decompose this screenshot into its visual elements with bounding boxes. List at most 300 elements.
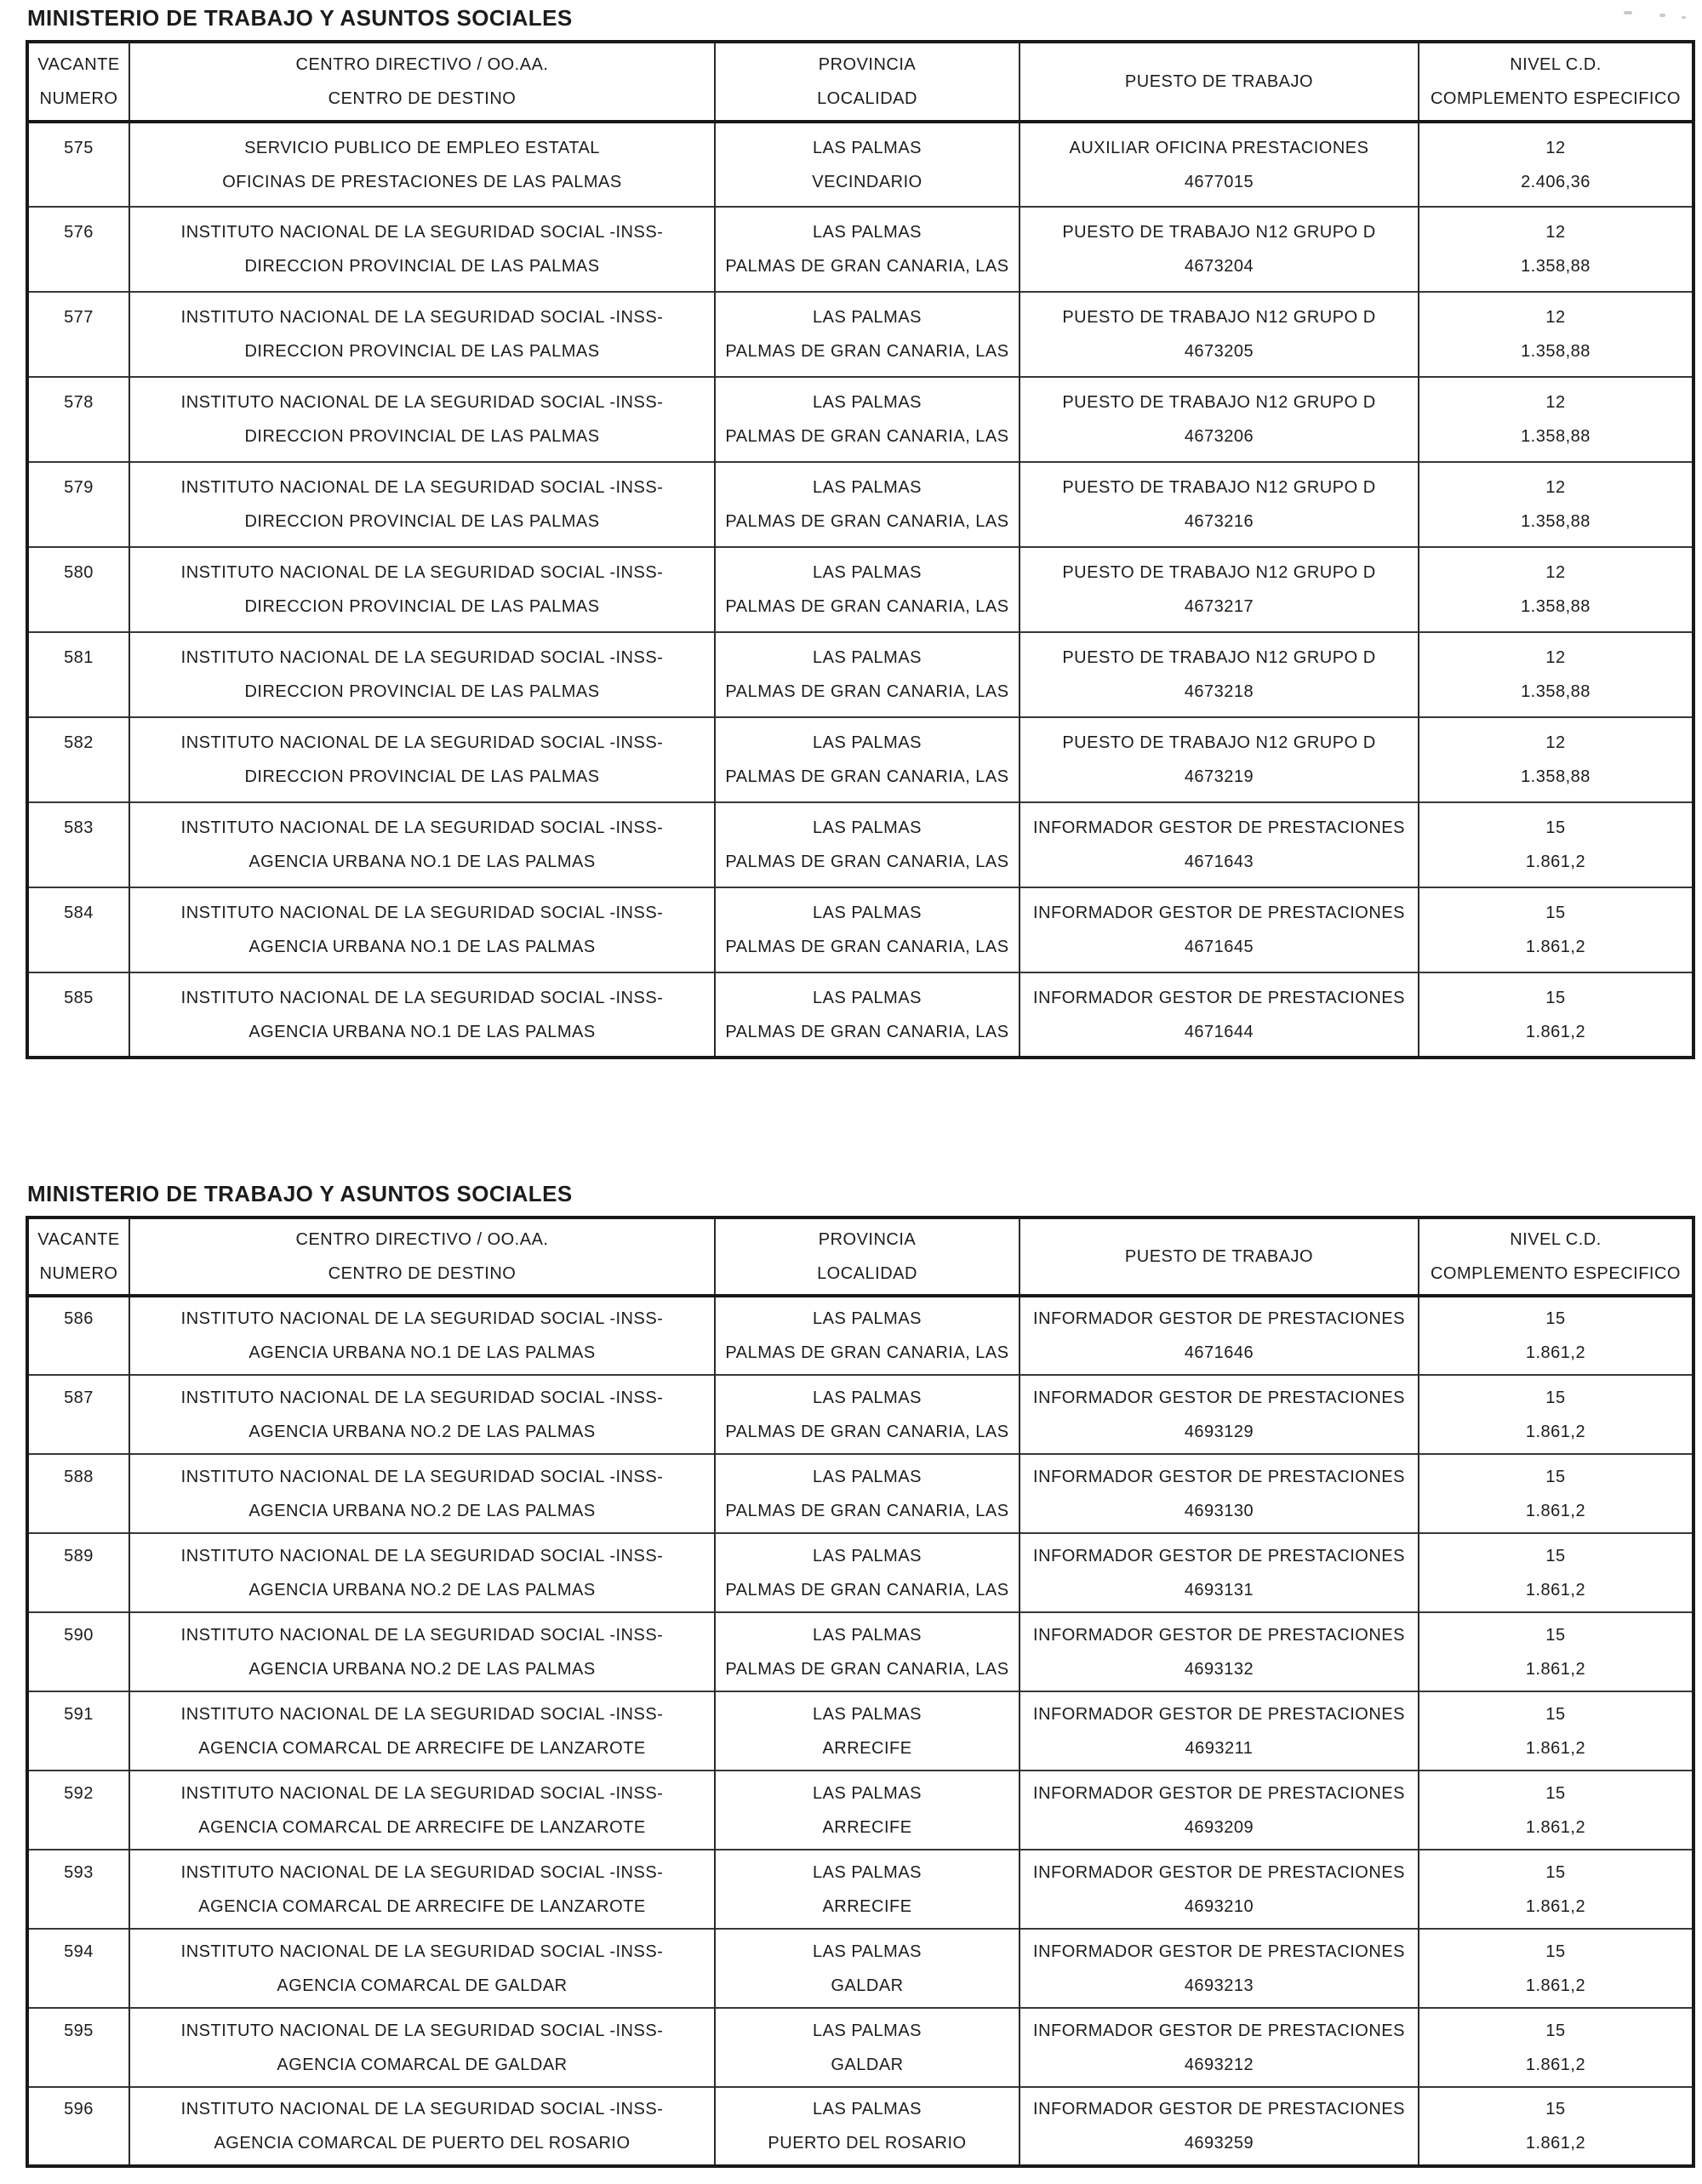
cell-line-2: 4693210: [1184, 1896, 1254, 1916]
cell-line-1: INSTITUTO NACIONAL DE LA SEGURIDAD SOCIAL -INSS-: [180, 1467, 664, 1486]
cell-line-2: 1.861,2: [1525, 2055, 1586, 2074]
vacante-number-cell: [27, 2087, 129, 2166]
cell-line-2: AGENCIA COMARCAL DE ARRECIFE DE LANZAROTE: [198, 1896, 646, 1916]
cell-line-1: LAS PALMAS: [812, 223, 922, 242]
header-line: VACANTE: [37, 1230, 120, 1249]
col-header-centro-directivo: [129, 42, 715, 122]
provincia-localidad-cell: [715, 207, 1019, 292]
header-line: PUESTO DE TRABAJO: [1124, 1247, 1314, 1266]
cell-line-1: INFORMADOR GESTOR DE PRESTACIONES: [1033, 2100, 1405, 2118]
cell-line-1: LAS PALMAS: [812, 138, 922, 157]
cell-line-2: AGENCIA URBANA NO.2 DE LAS PALMAS: [248, 1501, 596, 1520]
header-line: NIVEL C.D.: [1510, 1230, 1602, 1249]
cell-line-1: 577: [64, 308, 94, 327]
col-header-nivel-complemento: [1419, 1217, 1693, 1296]
cell-line-1: PUESTO DE TRABAJO N12 GRUPO D: [1062, 478, 1376, 497]
cell-line-1: INSTITUTO NACIONAL DE LA SEGURIDAD SOCIAL -INSS-: [180, 1388, 664, 1407]
col-header-centro-directivo: [129, 1217, 715, 1296]
cell-line-1: INSTITUTO NACIONAL DE LA SEGURIDAD SOCIAL -INSS-: [180, 1309, 664, 1328]
puesto-trabajo-cell: [1019, 1771, 1419, 1850]
header-line: CENTRO DE DESTINO: [328, 89, 517, 108]
puesto-trabajo-cell: [1019, 1612, 1419, 1691]
cell-line-1: INSTITUTO NACIONAL DE LA SEGURIDAD SOCIAL -INSS-: [180, 648, 664, 667]
cell-line-1: 15: [1545, 1704, 1566, 1724]
provincia-localidad-cell: [715, 1771, 1019, 1850]
centro-destino-cell: [129, 1691, 715, 1771]
nivel-complemento-cell: [1419, 1533, 1693, 1612]
cell-line-1: INSTITUTO NACIONAL DE LA SEGURIDAD SOCIAL -INSS-: [180, 733, 664, 752]
provincia-localidad-cell: [715, 1533, 1019, 1612]
cell-line-1: 12: [1545, 138, 1566, 157]
header-line: LOCALIDAD: [817, 1264, 917, 1283]
puesto-trabajo-cell: [1019, 377, 1419, 462]
header-line: NUMERO: [39, 1264, 118, 1283]
vacante-number-cell: [27, 1771, 129, 1850]
cell-line-2: 1.358,88: [1521, 257, 1591, 276]
cell-line-1: INSTITUTO NACIONAL DE LA SEGURIDAD SOCIAL -INSS-: [180, 1862, 664, 1882]
cell-line-1: 584: [64, 904, 94, 922]
cell-line-2: 4673206: [1184, 427, 1254, 446]
cell-line-2: 1.358,88: [1521, 427, 1591, 446]
cell-line-1: PUESTO DE TRABAJO N12 GRUPO D: [1062, 648, 1376, 667]
cell-line-2: GALDAR: [831, 2055, 904, 2074]
cell-line-2: 1.358,88: [1521, 682, 1591, 701]
puesto-trabajo-cell: [1019, 887, 1419, 972]
vacante-number-cell: [27, 122, 129, 207]
table-row: [27, 1929, 1693, 2008]
cell-line-1: 594: [64, 1942, 94, 1961]
nivel-complemento-cell: [1419, 972, 1693, 1058]
cell-line-2: 1.861,2: [1525, 1501, 1586, 1520]
header-line: PROVINCIA: [818, 55, 917, 74]
cell-line-1: 15: [1545, 1467, 1566, 1486]
cell-line-2: AGENCIA COMARCAL DE ARRECIFE DE LANZAROTE: [198, 1817, 646, 1837]
nivel-complemento-cell: [1419, 462, 1693, 547]
nivel-complemento-cell: [1419, 1691, 1693, 1771]
centro-destino-cell: [129, 377, 715, 462]
cell-line-1: INSTITUTO NACIONAL DE LA SEGURIDAD SOCIAL -INSS-: [180, 1546, 664, 1565]
col-header-vacante-numero: [27, 42, 129, 122]
col-header-puesto-trabajo: [1019, 1217, 1419, 1296]
header-line: LOCALIDAD: [817, 89, 917, 108]
centro-destino-cell: [129, 1533, 715, 1612]
nivel-complemento-cell: [1419, 1771, 1693, 1850]
cell-line-1: 15: [1545, 2100, 1566, 2118]
cell-line-2: 4673217: [1184, 597, 1254, 616]
header-line: PUESTO DE TRABAJO: [1124, 72, 1314, 91]
provincia-localidad-cell: [715, 972, 1019, 1058]
cell-line-1: AUXILIAR OFICINA PRESTACIONES: [1069, 138, 1369, 157]
vacancy-table-1: [26, 40, 1695, 1059]
cell-line-2: DIRECCION PROVINCIAL DE LAS PALMAS: [244, 682, 600, 701]
col-header-nivel-complemento: [1419, 42, 1693, 122]
cell-line-1: LAS PALMAS: [812, 818, 922, 837]
cell-line-2: 1.861,2: [1525, 1896, 1586, 1916]
cell-line-2: 1.358,88: [1521, 512, 1591, 531]
cell-line-2: 4677015: [1184, 172, 1254, 191]
cell-line-1: INSTITUTO NACIONAL DE LA SEGURIDAD SOCIAL -INSS-: [180, 563, 664, 582]
puesto-trabajo-cell: [1019, 207, 1419, 292]
cell-line-1: 15: [1545, 2021, 1566, 2040]
cell-line-1: INSTITUTO NACIONAL DE LA SEGURIDAD SOCIAL -INSS-: [180, 904, 664, 922]
header-line: NIVEL C.D.: [1510, 55, 1602, 74]
centro-destino-cell: [129, 1296, 715, 1375]
table-row: [27, 802, 1693, 887]
centro-destino-cell: [129, 547, 715, 632]
puesto-trabajo-cell: [1019, 802, 1419, 887]
cell-line-1: LAS PALMAS: [812, 1862, 922, 1882]
cell-line-2: 4693132: [1184, 1659, 1254, 1679]
nivel-complemento-cell: [1419, 1296, 1693, 1375]
puesto-trabajo-cell: [1019, 462, 1419, 547]
col-header-vacante-numero: [27, 1217, 129, 1296]
cell-line-2: AGENCIA URBANA NO.2 DE LAS PALMAS: [248, 1580, 596, 1600]
provincia-localidad-cell: [715, 462, 1019, 547]
header-row: [27, 42, 1693, 122]
cell-line-2: 4693209: [1184, 1817, 1254, 1837]
cell-line-2: 1.861,2: [1525, 1976, 1586, 1995]
provincia-localidad-cell: [715, 1296, 1019, 1375]
provincia-localidad-cell: [715, 2008, 1019, 2087]
nivel-complemento-cell: [1419, 2008, 1693, 2087]
provincia-localidad-cell: [715, 1375, 1019, 1454]
table-body: [27, 122, 1693, 1058]
vacante-number-cell: [27, 802, 129, 887]
cell-line-1: 585: [64, 988, 94, 1007]
puesto-trabajo-cell: [1019, 1454, 1419, 1533]
cell-line-2: 1.861,2: [1525, 938, 1586, 956]
cell-line-1: SERVICIO PUBLICO DE EMPLEO ESTATAL: [244, 138, 600, 157]
cell-line-1: INSTITUTO NACIONAL DE LA SEGURIDAD SOCIAL -INSS-: [180, 988, 664, 1007]
cell-line-1: 592: [64, 1783, 94, 1803]
cell-line-1: 15: [1545, 1862, 1566, 1882]
centro-destino-cell: [129, 1929, 715, 2008]
cell-line-1: INFORMADOR GESTOR DE PRESTACIONES: [1033, 1704, 1405, 1724]
provincia-localidad-cell: [715, 1850, 1019, 1929]
cell-line-2: PALMAS DE GRAN CANARIA, LAS: [725, 342, 1009, 361]
cell-line-2: ARRECIFE: [822, 1738, 912, 1758]
cell-line-2: PALMAS DE GRAN CANARIA, LAS: [725, 767, 1009, 786]
cell-line-1: LAS PALMAS: [812, 478, 922, 497]
cell-line-2: GALDAR: [831, 1976, 904, 1995]
header-line: CENTRO DE DESTINO: [328, 1264, 517, 1283]
cell-line-1: PUESTO DE TRABAJO N12 GRUPO D: [1062, 308, 1376, 327]
cell-line-2: DIRECCION PROVINCIAL DE LAS PALMAS: [244, 257, 600, 276]
cell-line-2: ARRECIFE: [822, 1896, 912, 1916]
puesto-trabajo-cell: [1019, 2087, 1419, 2166]
cell-line-1: 593: [64, 1862, 94, 1882]
table-row: [27, 547, 1693, 632]
cell-line-1: LAS PALMAS: [812, 988, 922, 1007]
cell-line-2: 1.861,2: [1525, 1580, 1586, 1600]
cell-line-2: 4693129: [1184, 1422, 1254, 1441]
cell-line-1: INFORMADOR GESTOR DE PRESTACIONES: [1033, 904, 1405, 922]
cell-line-1: INSTITUTO NACIONAL DE LA SEGURIDAD SOCIAL -INSS-: [180, 1704, 664, 1724]
cell-line-1: 12: [1545, 308, 1566, 327]
vacante-number-cell: [27, 1533, 129, 1612]
cell-line-1: LAS PALMAS: [812, 393, 922, 412]
vacante-number-cell: [27, 632, 129, 717]
nivel-complemento-cell: [1419, 802, 1693, 887]
cell-line-2: AGENCIA URBANA NO.1 DE LAS PALMAS: [248, 938, 596, 956]
nivel-complemento-cell: [1419, 122, 1693, 207]
table-row: [27, 2008, 1693, 2087]
cell-line-2: ARRECIFE: [822, 1817, 912, 1837]
cell-line-2: AGENCIA URBANA NO.2 DE LAS PALMAS: [248, 1422, 596, 1441]
cell-line-2: 4693213: [1184, 1976, 1254, 1995]
cell-line-1: 575: [64, 138, 94, 157]
col-header-provincia-localidad: [715, 1217, 1019, 1296]
cell-line-2: 4673204: [1184, 257, 1254, 276]
vacante-number-cell: [27, 1691, 129, 1771]
cell-line-1: 12: [1545, 648, 1566, 667]
cell-line-2: OFICINAS DE PRESTACIONES DE LAS PALMAS: [222, 172, 622, 191]
cell-line-2: 1.861,2: [1525, 853, 1586, 871]
centro-destino-cell: [129, 802, 715, 887]
provincia-localidad-cell: [715, 632, 1019, 717]
cell-line-1: LAS PALMAS: [812, 1309, 922, 1328]
cell-line-1: 15: [1545, 1546, 1566, 1565]
cell-line-1: 15: [1545, 1388, 1566, 1407]
vacante-number-cell: [27, 292, 129, 377]
cell-line-2: AGENCIA COMARCAL DE ARRECIFE DE LANZAROTE: [198, 1738, 646, 1758]
cell-line-1: LAS PALMAS: [812, 1467, 922, 1486]
cell-line-1: 12: [1545, 478, 1566, 497]
cell-line-2: AGENCIA COMARCAL DE PUERTO DEL ROSARIO: [214, 2134, 631, 2153]
nivel-complemento-cell: [1419, 1375, 1693, 1454]
cell-line-1: PUESTO DE TRABAJO N12 GRUPO D: [1062, 733, 1376, 752]
table-row: [27, 1612, 1693, 1691]
cell-line-1: LAS PALMAS: [812, 2021, 922, 2040]
cell-line-1: LAS PALMAS: [812, 1388, 922, 1407]
cell-line-1: LAS PALMAS: [812, 2100, 922, 2118]
centro-destino-cell: [129, 1375, 715, 1454]
cell-line-1: 15: [1545, 1783, 1566, 1803]
cell-line-2: PALMAS DE GRAN CANARIA, LAS: [725, 512, 1009, 531]
cell-line-1: 15: [1545, 818, 1566, 837]
centro-destino-cell: [129, 972, 715, 1058]
cell-line-1: 582: [64, 733, 94, 752]
header-line: CENTRO DIRECTIVO / OO.AA.: [295, 55, 549, 74]
provincia-localidad-cell: [715, 292, 1019, 377]
vacante-number-cell: [27, 1296, 129, 1375]
cell-line-1: INSTITUTO NACIONAL DE LA SEGURIDAD SOCIAL -INSS-: [180, 478, 664, 497]
header-line: COMPLEMENTO ESPECIFICO: [1430, 89, 1681, 108]
cell-line-1: LAS PALMAS: [812, 1942, 922, 1961]
cell-line-1: INFORMADOR GESTOR DE PRESTACIONES: [1033, 1546, 1405, 1565]
cell-line-2: 4693131: [1184, 1580, 1254, 1600]
cell-line-1: INFORMADOR GESTOR DE PRESTACIONES: [1033, 1625, 1405, 1645]
cell-line-2: DIRECCION PROVINCIAL DE LAS PALMAS: [244, 427, 600, 446]
cell-line-1: 595: [64, 2021, 94, 2040]
nivel-complemento-cell: [1419, 1850, 1693, 1929]
cell-line-1: INFORMADOR GESTOR DE PRESTACIONES: [1033, 1388, 1405, 1407]
cell-line-2: AGENCIA URBANA NO.1 DE LAS PALMAS: [248, 1343, 596, 1362]
cell-line-2: 4673218: [1184, 682, 1254, 701]
cell-line-1: 589: [64, 1546, 94, 1565]
cell-line-2: PALMAS DE GRAN CANARIA, LAS: [725, 427, 1009, 446]
vacante-number-cell: [27, 1454, 129, 1533]
cell-line-2: 4673219: [1184, 767, 1254, 786]
cell-line-2: 1.861,2: [1525, 1817, 1586, 1837]
cell-line-2: 4673216: [1184, 512, 1254, 531]
vacancy-table-2: [26, 1216, 1695, 2168]
table-row: [27, 1771, 1693, 1850]
centro-destino-cell: [129, 1850, 715, 1929]
puesto-trabajo-cell: [1019, 122, 1419, 207]
cell-line-2: VECINDARIO: [812, 172, 922, 191]
cell-line-1: 596: [64, 2100, 94, 2118]
cell-line-2: PALMAS DE GRAN CANARIA, LAS: [725, 1422, 1009, 1441]
cell-line-1: INFORMADOR GESTOR DE PRESTACIONES: [1033, 1783, 1405, 1803]
provincia-localidad-cell: [715, 547, 1019, 632]
cell-line-2: PALMAS DE GRAN CANARIA, LAS: [725, 597, 1009, 616]
cell-line-2: 1.861,2: [1525, 1659, 1586, 1679]
cell-line-2: PALMAS DE GRAN CANARIA, LAS: [725, 1343, 1009, 1362]
cell-line-1: INSTITUTO NACIONAL DE LA SEGURIDAD SOCIAL -INSS-: [180, 223, 664, 242]
nivel-complemento-cell: [1419, 1454, 1693, 1533]
cell-line-1: LAS PALMAS: [812, 733, 922, 752]
vacante-number-cell: [27, 972, 129, 1058]
cell-line-1: LAS PALMAS: [812, 1704, 922, 1724]
nivel-complemento-cell: [1419, 1612, 1693, 1691]
cell-line-2: 4673205: [1184, 342, 1254, 361]
table-row: [27, 462, 1693, 547]
cell-line-2: 4693259: [1184, 2134, 1254, 2153]
cell-line-2: 1.861,2: [1525, 1422, 1586, 1441]
header-line: PROVINCIA: [818, 1230, 917, 1249]
centro-destino-cell: [129, 207, 715, 292]
vacante-number-cell: [27, 717, 129, 802]
table-row: [27, 632, 1693, 717]
header-line: NUMERO: [39, 89, 118, 108]
nivel-complemento-cell: [1419, 632, 1693, 717]
cell-line-2: 4693211: [1185, 1738, 1254, 1758]
vacante-number-cell: [27, 1929, 129, 2008]
cell-line-1: INFORMADOR GESTOR DE PRESTACIONES: [1033, 988, 1405, 1007]
puesto-trabajo-cell: [1019, 292, 1419, 377]
vacante-number-cell: [27, 1850, 129, 1929]
table-row: [27, 717, 1693, 802]
table-row: [27, 1296, 1693, 1375]
table-header: [27, 42, 1693, 122]
cell-line-1: 588: [64, 1467, 94, 1486]
cell-line-2: 4693130: [1184, 1501, 1254, 1520]
cell-line-1: INFORMADOR GESTOR DE PRESTACIONES: [1033, 2021, 1405, 2040]
cell-line-2: 4671643: [1184, 853, 1254, 871]
cell-line-1: INFORMADOR GESTOR DE PRESTACIONES: [1033, 1309, 1405, 1328]
cell-line-1: 15: [1545, 1309, 1566, 1328]
table-header: [27, 1217, 1693, 1296]
cell-line-2: 1.358,88: [1521, 342, 1591, 361]
cell-line-1: 590: [64, 1625, 94, 1645]
cell-line-1: LAS PALMAS: [812, 904, 922, 922]
cell-line-1: 578: [64, 393, 94, 412]
cell-line-1: 591: [64, 1704, 94, 1724]
provincia-localidad-cell: [715, 1612, 1019, 1691]
provincia-localidad-cell: [715, 802, 1019, 887]
cell-line-1: INSTITUTO NACIONAL DE LA SEGURIDAD SOCIAL -INSS-: [180, 2100, 664, 2118]
cell-line-1: 587: [64, 1388, 94, 1407]
cell-line-1: 15: [1545, 1625, 1566, 1645]
table-row: [27, 1691, 1693, 1771]
ministry-section-1: [26, 7, 1692, 1059]
puesto-trabajo-cell: [1019, 632, 1419, 717]
cell-line-1: LAS PALMAS: [812, 1546, 922, 1565]
cell-line-1: INSTITUTO NACIONAL DE LA SEGURIDAD SOCIAL -INSS-: [180, 1783, 664, 1803]
cell-line-1: INSTITUTO NACIONAL DE LA SEGURIDAD SOCIAL -INSS-: [180, 818, 664, 837]
puesto-trabajo-cell: [1019, 1296, 1419, 1375]
nivel-complemento-cell: [1419, 547, 1693, 632]
cell-line-1: INSTITUTO NACIONAL DE LA SEGURIDAD SOCIAL -INSS-: [180, 393, 664, 412]
nivel-complemento-cell: [1419, 887, 1693, 972]
vacante-number-cell: [27, 547, 129, 632]
provincia-localidad-cell: [715, 887, 1019, 972]
nivel-complemento-cell: [1419, 2087, 1693, 2166]
cell-line-1: INSTITUTO NACIONAL DE LA SEGURIDAD SOCIAL -INSS-: [180, 1625, 664, 1645]
cell-line-2: PALMAS DE GRAN CANARIA, LAS: [725, 257, 1009, 276]
cell-line-2: AGENCIA COMARCAL DE GALDAR: [277, 1976, 568, 1995]
cell-line-1: INSTITUTO NACIONAL DE LA SEGURIDAD SOCIAL -INSS-: [180, 2021, 664, 2040]
section-title: MINISTERIO DE TRABAJO Y ASUNTOS SOCIALES: [27, 5, 573, 31]
cell-line-1: LAS PALMAS: [812, 1625, 922, 1645]
table-row: [27, 1375, 1693, 1454]
cell-line-1: 15: [1545, 988, 1566, 1007]
cell-line-1: 15: [1545, 904, 1566, 922]
cell-line-2: 2.406,36: [1521, 172, 1591, 191]
cell-line-1: INFORMADOR GESTOR DE PRESTACIONES: [1033, 1862, 1405, 1882]
cell-line-2: 4671645: [1184, 938, 1254, 956]
cell-line-1: 586: [64, 1309, 94, 1328]
cell-line-1: 583: [64, 818, 94, 837]
header-line: COMPLEMENTO ESPECIFICO: [1430, 1264, 1681, 1283]
provincia-localidad-cell: [715, 717, 1019, 802]
cell-line-1: 576: [64, 223, 94, 242]
cell-line-2: 1.861,2: [1525, 1022, 1586, 1041]
cell-line-2: AGENCIA URBANA NO.1 DE LAS PALMAS: [248, 1022, 596, 1041]
vacante-number-cell: [27, 1375, 129, 1454]
cell-line-2: PALMAS DE GRAN CANARIA, LAS: [725, 853, 1009, 871]
vacante-number-cell: [27, 377, 129, 462]
puesto-trabajo-cell: [1019, 1850, 1419, 1929]
puesto-trabajo-cell: [1019, 2008, 1419, 2087]
cell-line-2: PALMAS DE GRAN CANARIA, LAS: [725, 1659, 1009, 1679]
cell-line-1: 12: [1545, 563, 1566, 582]
puesto-trabajo-cell: [1019, 1929, 1419, 2008]
header-row: [27, 1217, 1693, 1296]
col-header-puesto-trabajo: [1019, 42, 1419, 122]
cell-line-1: PUESTO DE TRABAJO N12 GRUPO D: [1062, 393, 1376, 412]
table-row: [27, 887, 1693, 972]
vacante-number-cell: [27, 462, 129, 547]
cell-line-2: PUERTO DEL ROSARIO: [768, 2134, 967, 2153]
cell-line-2: PALMAS DE GRAN CANARIA, LAS: [725, 1580, 1009, 1600]
nivel-complemento-cell: [1419, 207, 1693, 292]
centro-destino-cell: [129, 887, 715, 972]
provincia-localidad-cell: [715, 377, 1019, 462]
cell-line-2: DIRECCION PROVINCIAL DE LAS PALMAS: [244, 342, 600, 361]
table-row: [27, 1850, 1693, 1929]
nivel-complemento-cell: [1419, 1929, 1693, 2008]
ministry-section-2: [26, 1183, 1692, 2168]
centro-destino-cell: [129, 1454, 715, 1533]
nivel-complemento-cell: [1419, 717, 1693, 802]
cell-line-1: PUESTO DE TRABAJO N12 GRUPO D: [1062, 223, 1376, 242]
cell-line-1: LAS PALMAS: [812, 648, 922, 667]
vacante-number-cell: [27, 2008, 129, 2087]
puesto-trabajo-cell: [1019, 717, 1419, 802]
cell-line-2: PALMAS DE GRAN CANARIA, LAS: [725, 938, 1009, 956]
